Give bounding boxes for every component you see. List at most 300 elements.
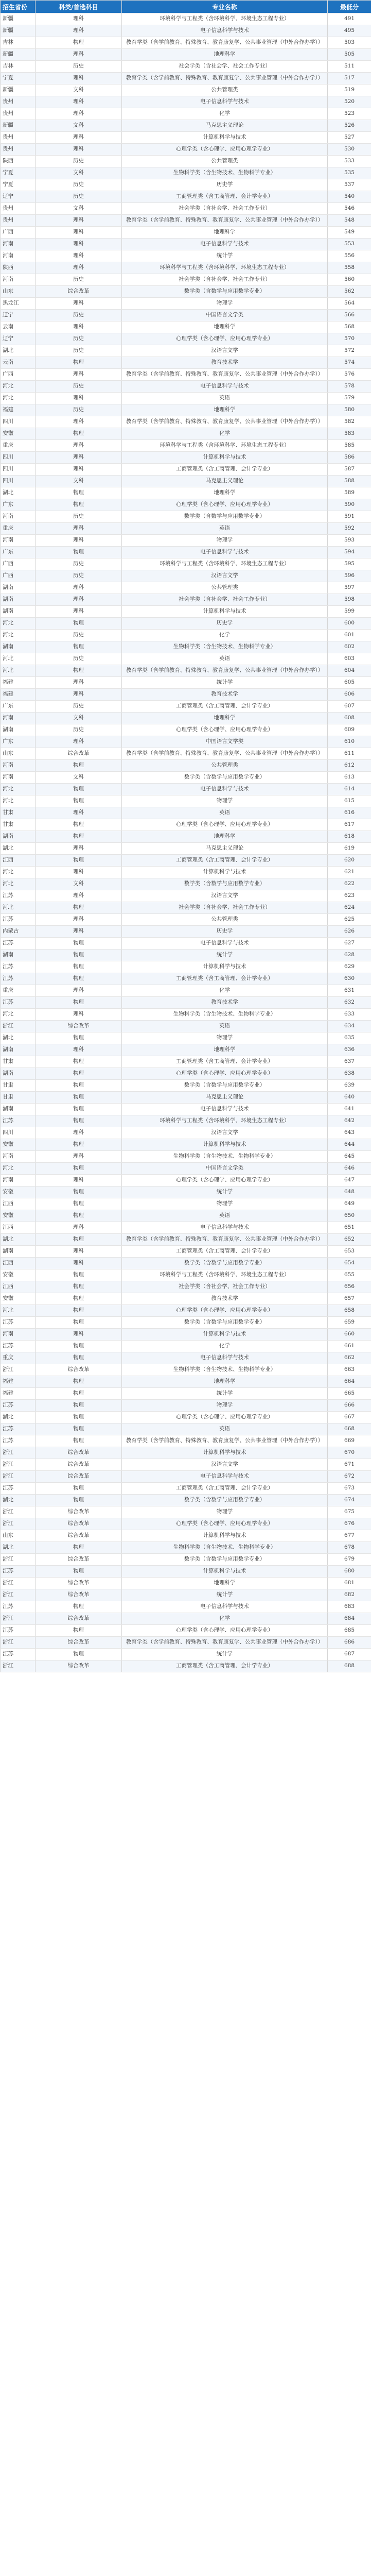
- table-row: [1, 1554, 371, 1566]
- cell-min-score: 520: [328, 96, 371, 108]
- cell-min-score: 678: [328, 1542, 371, 1554]
- cell-province: 湖南: [1, 724, 36, 736]
- cell-min-score: 643: [328, 1127, 371, 1139]
- table-row: [1, 1613, 371, 1625]
- cell-province: 四川: [1, 1127, 36, 1139]
- cell-subject-category: 物理: [36, 1032, 122, 1044]
- cell-major-name: 环境科学与工程类（含环境科学、环境生态工程专业）: [122, 262, 328, 274]
- cell-min-score: 549: [328, 227, 371, 239]
- cell-subject-category: 历史: [36, 724, 122, 736]
- cell-min-score: 592: [328, 523, 371, 535]
- cell-min-score: 622: [328, 878, 371, 890]
- table-row: [1, 1021, 371, 1032]
- cell-min-score: 670: [328, 1447, 371, 1459]
- cell-major-name: 英语: [122, 1210, 328, 1222]
- cell-subject-category: 历史: [36, 570, 122, 582]
- table-row: [1, 1376, 371, 1388]
- cell-major-name: 心理学类（含心理学、应用心理学专业）: [122, 1305, 328, 1317]
- table-row: [1, 1388, 371, 1400]
- cell-subject-category: 历史: [36, 191, 122, 203]
- cell-province: 湖南: [1, 1246, 36, 1258]
- cell-min-score: 589: [328, 487, 371, 499]
- cell-province: 浙江: [1, 1459, 36, 1471]
- cell-min-score: 629: [328, 961, 371, 973]
- cell-major-name: 教育学类（含学前教育、特殊教育、教育康复学、公共事业管理（中外合作办学））: [122, 416, 328, 428]
- cell-province: 宁夏: [1, 73, 36, 84]
- cell-major-name: 电子信息科学与技术: [122, 1222, 328, 1234]
- cell-province: 河北: [1, 393, 36, 404]
- cell-subject-category: 物理: [36, 1435, 122, 1447]
- cell-min-score: 598: [328, 594, 371, 606]
- cell-subject-category: 历史: [36, 558, 122, 570]
- table-row: [1, 819, 371, 831]
- table-row: [1, 49, 371, 61]
- cell-min-score: 640: [328, 1092, 371, 1104]
- cell-province: 江苏: [1, 914, 36, 926]
- cell-province: 广西: [1, 369, 36, 381]
- cell-min-score: 558: [328, 262, 371, 274]
- cell-subject-category: 理科: [36, 535, 122, 547]
- cell-subject-category: 综合改革: [36, 1637, 122, 1649]
- cell-major-name: 计算机科学与技术: [122, 1329, 328, 1341]
- table-row: [1, 1625, 371, 1637]
- cell-min-score: 686: [328, 1637, 371, 1649]
- cell-province: 湖南: [1, 1068, 36, 1080]
- table-row: [1, 1222, 371, 1234]
- cell-province: 湖南: [1, 950, 36, 961]
- cell-min-score: 647: [328, 1175, 371, 1187]
- cell-major-name: 地理科学: [122, 1578, 328, 1589]
- cell-subject-category: 物理: [36, 1092, 122, 1104]
- cell-province: 江苏: [1, 1400, 36, 1412]
- cell-major-name: 教育技术学: [122, 357, 328, 369]
- table-row: [1, 298, 371, 310]
- cell-major-name: 物理学: [122, 298, 328, 310]
- cell-major-name: 心理学类（含心理学、应用心理学专业）: [122, 333, 328, 345]
- cell-min-score: 595: [328, 558, 371, 570]
- cell-province: 江西: [1, 855, 36, 867]
- cell-province: 浙江: [1, 1518, 36, 1530]
- header-province: 招生省份: [1, 1, 36, 13]
- cell-min-score: 562: [328, 286, 371, 298]
- table-row: [1, 1352, 371, 1364]
- cell-min-score: 662: [328, 1352, 371, 1364]
- cell-major-name: 物理学: [122, 1198, 328, 1210]
- table-row: [1, 1329, 371, 1341]
- cell-subject-category: 综合改革: [36, 1447, 122, 1459]
- cell-subject-category: 物理: [36, 1139, 122, 1151]
- table-row: [1, 1127, 371, 1139]
- cell-province: 江苏: [1, 961, 36, 973]
- cell-min-score: 599: [328, 606, 371, 618]
- cell-min-score: 642: [328, 1115, 371, 1127]
- cell-subject-category: 理科: [36, 215, 122, 227]
- cell-subject-category: 理科: [36, 1151, 122, 1163]
- table-row: [1, 630, 371, 641]
- cell-subject-category: 物理: [36, 1566, 122, 1578]
- cell-major-name: 历史学: [122, 926, 328, 938]
- cell-major-name: 统计学: [122, 250, 328, 262]
- table-row: [1, 333, 371, 345]
- cell-major-name: 统计学: [122, 677, 328, 689]
- table-row: [1, 997, 371, 1009]
- cell-min-score: 556: [328, 250, 371, 262]
- cell-min-score: 682: [328, 1589, 371, 1601]
- cell-province: 湖北: [1, 1412, 36, 1423]
- cell-subject-category: 物理: [36, 1293, 122, 1305]
- table-row: [1, 1400, 371, 1412]
- cell-province: 浙江: [1, 1613, 36, 1625]
- cell-province: 河北: [1, 1009, 36, 1021]
- table-row: [1, 1364, 371, 1376]
- table-row: [1, 950, 371, 961]
- table-row: [1, 61, 371, 73]
- cell-subject-category: 物理: [36, 1400, 122, 1412]
- cell-subject-category: 物理: [36, 1412, 122, 1423]
- table-row: [1, 452, 371, 464]
- table-row: [1, 1115, 371, 1127]
- cell-province: 浙江: [1, 1021, 36, 1032]
- cell-major-name: 工商管理类（含工商管理、会计学专业）: [122, 1056, 328, 1068]
- cell-province: 广东: [1, 547, 36, 558]
- cell-min-score: 672: [328, 1471, 371, 1483]
- cell-subject-category: 历史: [36, 404, 122, 416]
- cell-province: 福建: [1, 1388, 36, 1400]
- cell-min-score: 495: [328, 25, 371, 37]
- cell-min-score: 594: [328, 547, 371, 558]
- cell-province: 贵州: [1, 144, 36, 156]
- table-row: [1, 1258, 371, 1269]
- table-row: [1, 807, 371, 819]
- cell-min-score: 585: [328, 440, 371, 452]
- table-row: [1, 523, 371, 535]
- cell-min-score: 523: [328, 108, 371, 120]
- table-row: [1, 1518, 371, 1530]
- cell-major-name: 心理学类（含心理学、应用心理学专业）: [122, 819, 328, 831]
- cell-subject-category: 物理: [36, 938, 122, 950]
- table-row: [1, 547, 371, 558]
- cell-min-score: 688: [328, 1660, 371, 1672]
- cell-major-name: 社会学类（含社会学、社会工作专业）: [122, 61, 328, 73]
- cell-major-name: 化学: [122, 630, 328, 641]
- cell-province: 河北: [1, 795, 36, 807]
- cell-min-score: 576: [328, 369, 371, 381]
- cell-min-score: 668: [328, 1423, 371, 1435]
- cell-province: 新疆: [1, 120, 36, 132]
- cell-province: 河南: [1, 713, 36, 724]
- cell-subject-category: 综合改革: [36, 1506, 122, 1518]
- cell-min-score: 626: [328, 926, 371, 938]
- cell-min-score: 679: [328, 1554, 371, 1566]
- table-row: [1, 606, 371, 618]
- table-row: [1, 357, 371, 369]
- cell-province: 陕西: [1, 262, 36, 274]
- cell-province: 浙江: [1, 1589, 36, 1601]
- cell-subject-category: 物理: [36, 1187, 122, 1198]
- table-row: [1, 84, 371, 96]
- cell-major-name: 汉语言文学: [122, 570, 328, 582]
- cell-min-score: 582: [328, 416, 371, 428]
- cell-major-name: 英语: [122, 807, 328, 819]
- cell-major-name: 计算机科学与技术: [122, 1566, 328, 1578]
- table-row: [1, 1412, 371, 1423]
- cell-subject-category: 综合改革: [36, 1471, 122, 1483]
- table-row: [1, 1269, 371, 1281]
- cell-province: 河北: [1, 618, 36, 630]
- cell-province: 河北: [1, 665, 36, 677]
- cell-major-name: 环境科学与工程类（含环境科学、环境生态工程专业）: [122, 1269, 328, 1281]
- cell-major-name: 工商管理类（含工商管理、会计学专业）: [122, 191, 328, 203]
- cell-subject-category: 理科: [36, 25, 122, 37]
- cell-min-score: 634: [328, 1021, 371, 1032]
- cell-major-name: 英语: [122, 1021, 328, 1032]
- cell-province: 安徽: [1, 1187, 36, 1198]
- cell-min-score: 540: [328, 191, 371, 203]
- table-row: [1, 582, 371, 594]
- table-row: [1, 440, 371, 452]
- cell-province: 安徽: [1, 428, 36, 440]
- cell-min-score: 606: [328, 689, 371, 701]
- cell-subject-category: 物理: [36, 855, 122, 867]
- table-row: [1, 132, 371, 144]
- cell-min-score: 533: [328, 156, 371, 167]
- cell-min-score: 649: [328, 1198, 371, 1210]
- cell-province: 黑龙江: [1, 298, 36, 310]
- cell-province: 安徽: [1, 1269, 36, 1281]
- table-body: [1, 13, 371, 1672]
- cell-province: 河北: [1, 653, 36, 665]
- cell-min-score: 630: [328, 973, 371, 985]
- cell-major-name: 工商管理类（含工商管理、会计学专业）: [122, 1483, 328, 1495]
- cell-major-name: 电子信息科学与技术: [122, 1104, 328, 1115]
- cell-major-name: 教育学类（含学前教育、特殊教育、教育康复学、公共事业管理（中外合作办学））: [122, 1637, 328, 1649]
- cell-province: 四川: [1, 416, 36, 428]
- cell-province: 安徽: [1, 1139, 36, 1151]
- cell-major-name: 汉语言文学: [122, 345, 328, 357]
- cell-subject-category: 历史: [36, 179, 122, 191]
- cell-subject-category: 理科: [36, 250, 122, 262]
- cell-major-name: 马克思主义理论: [122, 120, 328, 132]
- cell-major-name: 计算机科学与技术: [122, 961, 328, 973]
- cell-min-score: 580: [328, 404, 371, 416]
- cell-province: 贵州: [1, 132, 36, 144]
- cell-subject-category: 理科: [36, 1246, 122, 1258]
- cell-major-name: 工商管理类（含工商管理、会计学专业）: [122, 464, 328, 476]
- cell-min-score: 620: [328, 855, 371, 867]
- cell-subject-category: 物理: [36, 1163, 122, 1175]
- cell-major-name: 化学: [122, 985, 328, 997]
- cell-province: 湖南: [1, 594, 36, 606]
- cell-subject-category: 物理: [36, 1305, 122, 1317]
- cell-min-score: 530: [328, 144, 371, 156]
- table-row: [1, 594, 371, 606]
- cell-province: 河南: [1, 1151, 36, 1163]
- table-row: [1, 381, 371, 393]
- table-row: [1, 369, 371, 381]
- cell-province: 浙江: [1, 1637, 36, 1649]
- cell-subject-category: 理科: [36, 49, 122, 61]
- cell-subject-category: 物理: [36, 1317, 122, 1329]
- cell-subject-category: 历史: [36, 381, 122, 393]
- table-row: [1, 179, 371, 191]
- cell-subject-category: 物理: [36, 1281, 122, 1293]
- cell-min-score: 587: [328, 464, 371, 476]
- table-row: [1, 831, 371, 843]
- cell-min-score: 652: [328, 1234, 371, 1246]
- cell-subject-category: 理科: [36, 807, 122, 819]
- cell-province: 重庆: [1, 985, 36, 997]
- cell-subject-category: 理科: [36, 689, 122, 701]
- cell-province: 江苏: [1, 938, 36, 950]
- cell-min-score: 564: [328, 298, 371, 310]
- cell-province: 甘肃: [1, 807, 36, 819]
- cell-major-name: 统计学: [122, 1388, 328, 1400]
- cell-min-score: 656: [328, 1281, 371, 1293]
- table-row: [1, 973, 371, 985]
- cell-major-name: 统计学: [122, 1649, 328, 1660]
- cell-subject-category: 历史: [36, 630, 122, 641]
- cell-province: 贵州: [1, 96, 36, 108]
- cell-province: 江苏: [1, 1483, 36, 1495]
- cell-major-name: 电子信息科学与技术: [122, 1471, 328, 1483]
- cell-subject-category: 物理: [36, 1269, 122, 1281]
- cell-province: 山东: [1, 286, 36, 298]
- cell-min-score: 597: [328, 582, 371, 594]
- cell-province: 湖北: [1, 1495, 36, 1506]
- cell-min-score: 537: [328, 179, 371, 191]
- cell-min-score: 605: [328, 677, 371, 689]
- table-row: [1, 1435, 371, 1447]
- cell-major-name: 马克思主义理论: [122, 476, 328, 487]
- cell-major-name: 生物科学类（含生物技术、生物科学专业）: [122, 1364, 328, 1376]
- cell-min-score: 611: [328, 748, 371, 760]
- table-row: [1, 689, 371, 701]
- cell-province: 河南: [1, 1175, 36, 1187]
- cell-major-name: 地理科学: [122, 404, 328, 416]
- cell-major-name: 数学类（含数学与应用数学专业）: [122, 511, 328, 523]
- cell-min-score: 505: [328, 49, 371, 61]
- cell-major-name: 物理学: [122, 795, 328, 807]
- cell-major-name: 电子信息科学与技术: [122, 239, 328, 250]
- table-row: [1, 902, 371, 914]
- table-row: [1, 25, 371, 37]
- cell-subject-category: 理科: [36, 582, 122, 594]
- cell-province: 吉林: [1, 61, 36, 73]
- cell-major-name: 数学类（含数学与应用数学专业）: [122, 878, 328, 890]
- table-row: [1, 653, 371, 665]
- cell-province: 新疆: [1, 84, 36, 96]
- cell-major-name: 电子信息科学与技术: [122, 784, 328, 795]
- cell-min-score: 608: [328, 713, 371, 724]
- table-row: [1, 239, 371, 250]
- cell-subject-category: 物理: [36, 1376, 122, 1388]
- cell-province: 江苏: [1, 997, 36, 1009]
- table-row: [1, 487, 371, 499]
- table-row: [1, 914, 371, 926]
- cell-min-score: 671: [328, 1459, 371, 1471]
- cell-major-name: 地理科学: [122, 713, 328, 724]
- cell-major-name: 工商管理类（含工商管理、会计学专业）: [122, 701, 328, 713]
- table-row: [1, 404, 371, 416]
- table-row: [1, 665, 371, 677]
- cell-subject-category: 理科: [36, 523, 122, 535]
- cell-min-score: 621: [328, 867, 371, 878]
- cell-min-score: 519: [328, 84, 371, 96]
- cell-subject-category: 历史: [36, 345, 122, 357]
- cell-province: 浙江: [1, 1506, 36, 1518]
- table-row: [1, 96, 371, 108]
- cell-subject-category: 理科: [36, 416, 122, 428]
- table-row: [1, 1530, 371, 1542]
- cell-major-name: 化学: [122, 428, 328, 440]
- cell-province: 四川: [1, 476, 36, 487]
- cell-subject-category: 理科: [36, 262, 122, 274]
- cell-province: 辽宁: [1, 310, 36, 321]
- cell-province: 新疆: [1, 49, 36, 61]
- cell-province: 河南: [1, 274, 36, 286]
- cell-subject-category: 理科: [36, 144, 122, 156]
- table-row: [1, 1151, 371, 1163]
- cell-major-name: 公共管理类: [122, 156, 328, 167]
- cell-major-name: 环境科学与工程类（含环境科学、环境生态工程专业）: [122, 1115, 328, 1127]
- cell-province: 江苏: [1, 1601, 36, 1613]
- cell-subject-category: 理科: [36, 677, 122, 689]
- cell-province: 湖北: [1, 843, 36, 855]
- cell-min-score: 639: [328, 1080, 371, 1092]
- table-row: [1, 476, 371, 487]
- cell-province: 广东: [1, 736, 36, 748]
- table-row: [1, 1293, 371, 1305]
- cell-min-score: 583: [328, 428, 371, 440]
- cell-min-score: 663: [328, 1364, 371, 1376]
- table-row: [1, 108, 371, 120]
- table-row: [1, 1281, 371, 1293]
- cell-province: 河南: [1, 772, 36, 784]
- cell-subject-category: 理科: [36, 73, 122, 84]
- cell-min-score: 600: [328, 618, 371, 630]
- cell-province: 湖北: [1, 1234, 36, 1246]
- table-row: [1, 156, 371, 167]
- table-row: [1, 416, 371, 428]
- table-row: [1, 1542, 371, 1554]
- cell-subject-category: 物理: [36, 997, 122, 1009]
- cell-subject-category: 物理: [36, 1483, 122, 1495]
- cell-min-score: 631: [328, 985, 371, 997]
- table-row: [1, 1044, 371, 1056]
- cell-major-name: 地理科学: [122, 227, 328, 239]
- cell-major-name: 物理学: [122, 1032, 328, 1044]
- cell-major-name: 教育学类（含学前教育、特殊教育、教育康复学、公共事业管理（中外合作办学））: [122, 73, 328, 84]
- cell-province: 浙江: [1, 1660, 36, 1672]
- cell-province: 贵州: [1, 108, 36, 120]
- cell-province: 江苏: [1, 1341, 36, 1352]
- cell-min-score: 664: [328, 1376, 371, 1388]
- cell-province: 江苏: [1, 1566, 36, 1578]
- cell-major-name: 中国语言文学类: [122, 736, 328, 748]
- cell-min-score: 491: [328, 13, 371, 25]
- table-row: [1, 736, 371, 748]
- cell-major-name: 教育学类（含学前教育、特殊教育、教育康复学、公共事业管理（中外合作办学））: [122, 215, 328, 227]
- cell-subject-category: 历史: [36, 511, 122, 523]
- cell-major-name: 电子信息科学与技术: [122, 547, 328, 558]
- table-row: [1, 843, 371, 855]
- cell-major-name: 电子信息科学与技术: [122, 381, 328, 393]
- table-row: [1, 499, 371, 511]
- cell-subject-category: 理科: [36, 594, 122, 606]
- table-row: [1, 144, 371, 156]
- cell-min-score: 604: [328, 665, 371, 677]
- table-row: [1, 1092, 371, 1104]
